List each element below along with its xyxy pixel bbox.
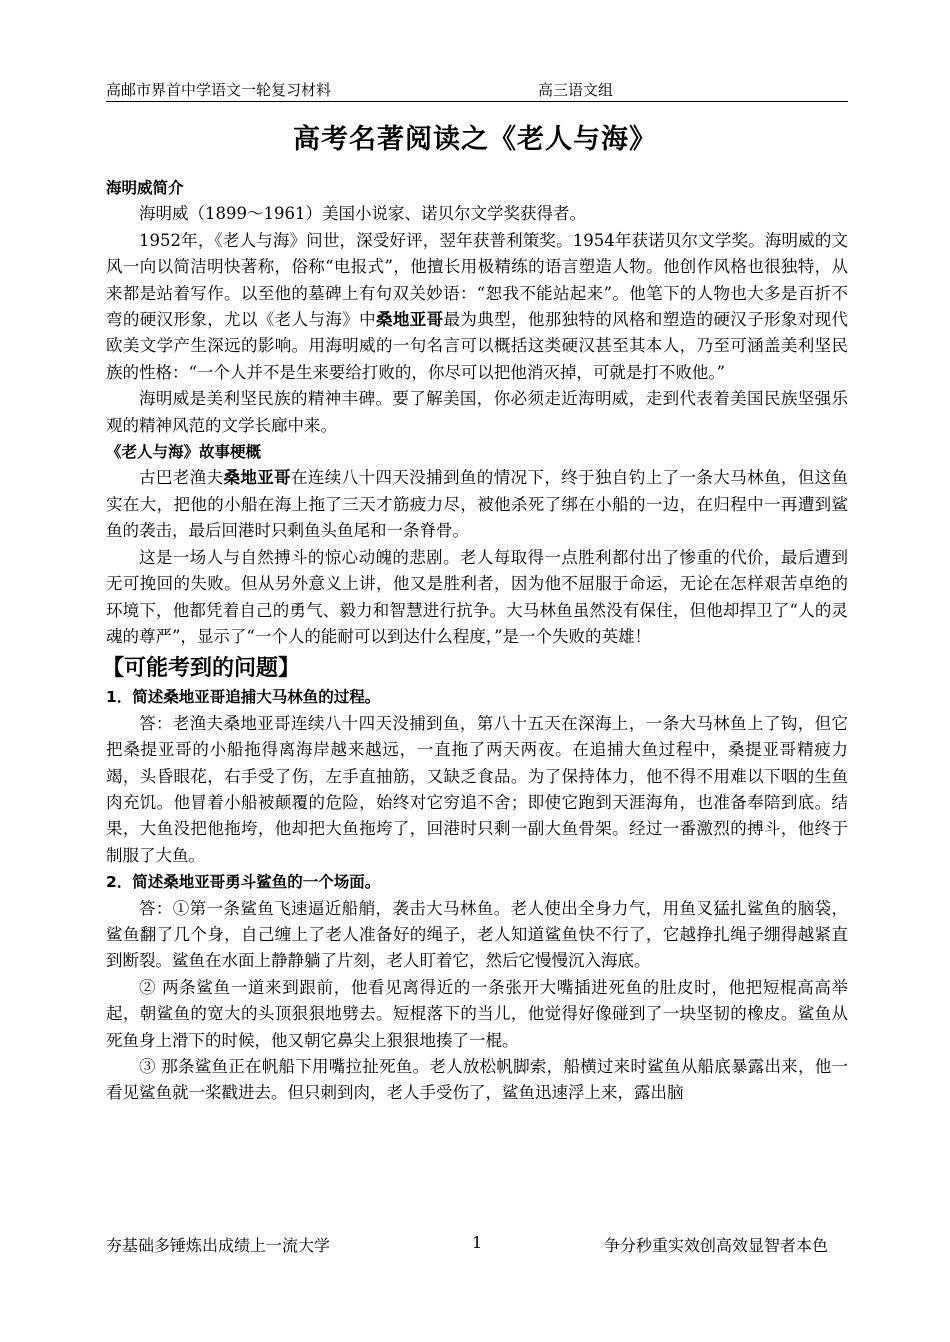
text: 古巴老渔夫 [139,468,224,488]
paragraph: 海明威（1899～1961）美国小说家、诺贝尔文学奖获得者。 [139,204,586,224]
bold-name: 桑地亚哥 [223,468,292,488]
section-heading-questions: 【可能考到的问题】 [102,656,301,682]
header-right: 高三语文组 [538,81,614,99]
page-number: 1 [472,1233,483,1252]
bold-name: 桑地亚哥 [375,310,444,330]
page-footer [106,1233,848,1255]
question-2: 2．简述桑地亚哥勇斗鲨鱼的一个场面。 [106,873,381,892]
page-header [106,79,848,102]
question-1: 1．简述桑地亚哥追捕大马林鱼的过程。 [106,688,381,707]
header-left: 高邮市界首中学语文一轮复习材料 [106,81,332,99]
footer-left: 夯基础多锤炼出成绩上一流大学 [106,1236,331,1255]
section-heading-synopsis: 《老人与海》故事梗概 [106,443,262,462]
paragraph [106,228,848,386]
document-body [102,175,849,1107]
answer-2-part-3: ③ 那条鲨鱼正在帆船下用嘴拉扯死鱼。老人放松帆脚索，船横过来时鲨鱼从船底暴露出来，他一看见鲨鱼就一桨戳进去。但只刺到肉，老人手受伤了，鲨鱼迅速浮上来，露出脑 [106,1057,848,1103]
paragraph: 海明威是美利坚民族的精神丰碑。要了解美国，你必须走近海明威，走到代表着美国民族坚强乐观的精神风范的文学长廊中来。 [106,389,848,435]
footer-right: 争分秒重实效创高效显智者本色 [603,1236,828,1255]
page-title: 高考名著阅读之《老人与海》 [293,124,657,155]
paragraph: 这是一场人与自然搏斗的惊心动魄的悲剧。老人每取得一点胜利都付出了惨重的代价，最后遭到无可挽回的失败。但从另外意义上讲，他又是胜利者，因为他不屈服于命运，无论在怎样艰苦卓绝的环境下，他都凭着自己的勇气、毅力和智慧进行抗争。大马林鱼虽然没有保住，但他却捍卫了“人的灵魂的尊严”，显示了“一个人的能耐可以到达什么程度，”是一个失败的英雄！ [106,547,848,646]
paragraph [106,465,848,544]
text: 在连续八十四天没捕到鱼的情况下，终于独自钓上了一条大马林鱼，但这鱼实在大，把他的小船在海上拖了三天才筋疲力尽，被他杀死了绑在小船的一边，在归程中一再遭到鲨鱼的袭击，最后回港时只剩鱼头鱼尾和一条脊骨。 [106,468,849,541]
answer-2-part-2: ② 两条鲨鱼一道来到跟前，他看见离得近的一条张开大嘴插进死鱼的肚皮时，他把短棍高高举起，朝鲨鱼的宽大的头顶狠狠地劈去。短棍落下的当儿，他觉得好像碰到了一块坚韧的橡皮。鲨鱼从死鱼身上滑下的时候，他又朝它鼻尖上狠狠地揍了一棍。 [106,977,848,1050]
answer-1: 答：老渔夫桑地亚哥连续八十四天没捕到鱼，第八十五天在深海上，一条大马林鱼上了钩，但它把桑提亚哥的小船拖得离海岸越来越远，一直拖了两天两夜。在追捕大鱼过程中，桑提亚哥精疲力竭，头昏眼花，右手受了伤，左手直抽筋，又缺乏食品。为了保持体力，他不得不用难以下咽的生鱼肉充饥。他冒着小船被颠覆的危险，始终对它穷追不舍；即使它跑到天涯海角，也准备奉陪到底。结果，大鱼没把他拖垮，他却把大鱼拖垮了，回港时只剩一副大鱼骨架。经过一番激烈的搏斗，他终于制服了大鱼。 [106,713,848,865]
text: 1952年，《老人与海》问世，深受好评，翌年获普利策奖。1954年获诺贝尔文学奖。海明威的文风一向以简洁明快著称，俗称“电报式”，他擅长用极精练的语言塑造人物。他创作风格也很独特，从来都是站着写作。以至他的墓碑上有句双关妙语：“恕我不能站起来”。他笔下的人物也大多是百折不弯的硬汉形象，尤以《老人与海》中 [106,230,848,330]
section-heading-author: 海明威简介 [106,179,184,197]
text: 最为典型，他那独特的风格和塑造的硬汉子形象对现代欧美文学产生深远的影响。用海明威的一句名言可以概括这类硬汉甚至其本人，乃至可涵盖美利坚民族的性格：“一个人并不是生来要给打败的，你尽可以把他消灭掉，可就是打不败他。” [106,310,849,382]
answer-2-part-1: 答：①第一条鲨鱼飞速逼近船艄，袭击大马林鱼。老人使出全身力气，用鱼叉猛扎鲨鱼的脑袋，鲨鱼翻了几个身，自己缠上了老人准备好的绳子，老人知道鲨鱼快不行了，它越挣扎绳子绷得越紧直到断裂。鲨鱼在水面上静静躺了片刻，老人盯着它，然后它慢慢沉入海底。 [106,898,848,971]
